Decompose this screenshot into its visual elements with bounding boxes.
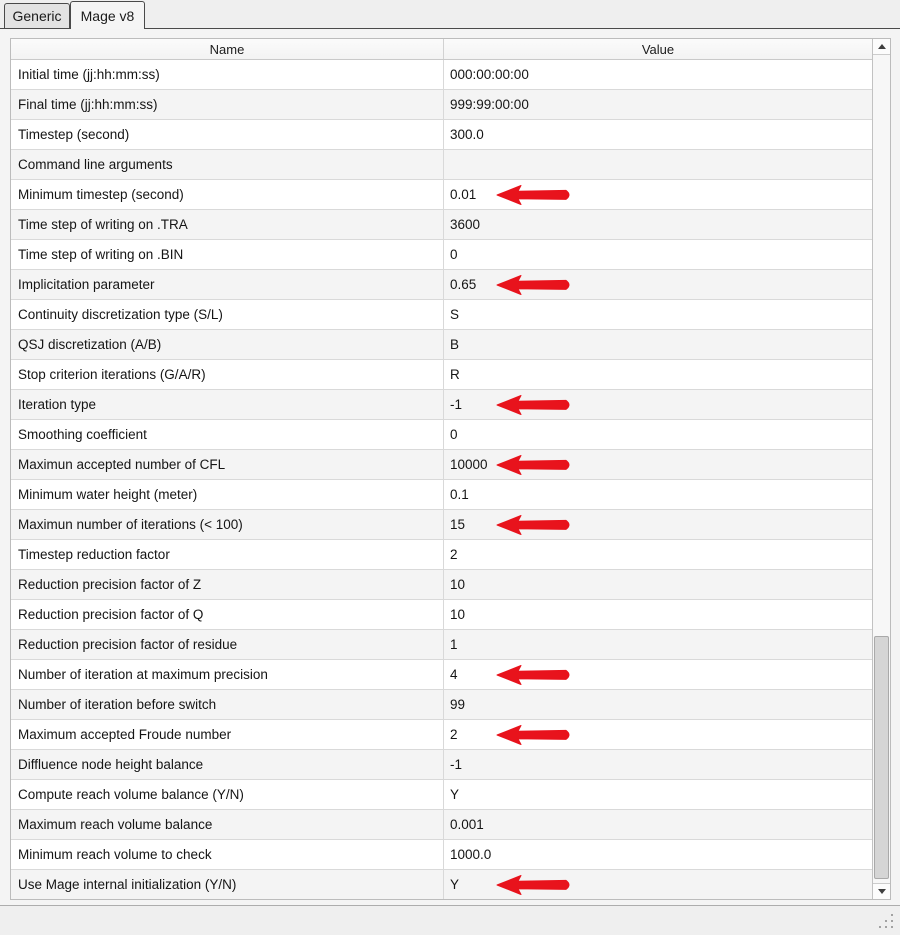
red-arrow-annotation-icon <box>496 664 574 686</box>
row-value-cell[interactable] <box>444 150 872 179</box>
red-arrow-annotation-icon <box>496 184 574 206</box>
row-name-cell[interactable]: Implicitation parameter <box>11 270 444 299</box>
row-value-cell[interactable] <box>444 360 872 389</box>
scroll-up-arrow-icon <box>878 44 886 49</box>
row-value-text: 0.1 <box>450 487 469 502</box>
table-row[interactable] <box>11 420 872 450</box>
row-value-cell[interactable] <box>444 180 872 209</box>
row-value-cell[interactable] <box>444 420 872 449</box>
row-value-text: 2 <box>450 547 458 562</box>
tab-generic-label: Generic <box>12 8 62 24</box>
row-value-text: Y <box>450 787 460 802</box>
row-value-cell[interactable] <box>444 270 872 299</box>
row-value-text: 99 <box>450 697 466 712</box>
row-name-cell[interactable]: Number of iteration at maximum precision <box>11 660 444 689</box>
row-value-text: 999:99:00:00 <box>450 97 529 112</box>
row-value-cell[interactable] <box>444 390 872 419</box>
table-row[interactable] <box>11 720 872 750</box>
vertical-scrollbar[interactable] <box>872 39 890 899</box>
red-arrow-annotation-icon <box>496 394 574 416</box>
tab-mage-v8-label: Mage v8 <box>80 7 135 24</box>
row-value-cell[interactable] <box>444 660 872 689</box>
row-name-cell[interactable]: Time step of writing on .BIN <box>11 240 444 269</box>
row-value-cell[interactable] <box>444 210 872 239</box>
table-row[interactable] <box>11 300 872 330</box>
red-arrow-annotation-icon <box>496 274 574 296</box>
scrollbar-thumb[interactable] <box>874 636 889 879</box>
row-value-cell[interactable] <box>444 630 872 659</box>
row-value-cell[interactable] <box>444 330 872 359</box>
row-value-cell[interactable] <box>444 240 872 269</box>
row-name-cell[interactable]: Compute reach volume balance (Y/N) <box>11 780 444 809</box>
table-row[interactable] <box>11 840 872 870</box>
row-name-cell[interactable]: Minimum reach volume to check <box>11 840 444 869</box>
row-name-cell[interactable]: Initial time (jj:hh:mm:ss) <box>11 60 444 89</box>
row-name-cell[interactable]: Iteration type <box>11 390 444 419</box>
row-name-cell[interactable]: Use Mage internal initialization (Y/N) <box>11 870 444 899</box>
table-row[interactable] <box>11 180 872 210</box>
row-value-text: -1 <box>450 757 463 772</box>
table-row[interactable] <box>11 270 872 300</box>
row-name-cell[interactable]: QSJ discretization (A/B) <box>11 330 444 359</box>
table-row[interactable] <box>11 780 872 810</box>
table-row[interactable] <box>11 60 872 90</box>
row-value-text: 300.0 <box>450 127 484 142</box>
row-value-cell[interactable] <box>444 300 872 329</box>
table-row[interactable] <box>11 240 872 270</box>
parameters-table-main <box>11 39 872 899</box>
row-value-cell[interactable] <box>444 810 872 839</box>
row-value-text: 000:00:00:00 <box>450 67 529 82</box>
row-value-cell[interactable] <box>444 720 872 749</box>
row-value-text: 15 <box>450 517 466 532</box>
row-name-cell[interactable]: Minimum water height (meter) <box>11 480 444 509</box>
row-value-text: 3600 <box>450 217 481 232</box>
tab-mage-v8[interactable] <box>70 1 145 29</box>
row-name-cell[interactable]: Maximun number of iterations (< 100) <box>11 510 444 539</box>
red-arrow-annotation-icon <box>496 724 574 746</box>
table-row[interactable] <box>11 660 872 690</box>
table-row[interactable] <box>11 90 872 120</box>
table-row[interactable] <box>11 600 872 630</box>
table-row[interactable] <box>11 120 872 150</box>
row-value-text: 10 <box>450 577 466 592</box>
scrollbar-down-button[interactable] <box>873 883 890 899</box>
row-value-text: 0 <box>450 247 458 262</box>
row-name-cell[interactable]: Minimum timestep (second) <box>11 180 444 209</box>
row-value-cell[interactable] <box>444 840 872 869</box>
table-row[interactable] <box>11 210 872 240</box>
row-value-text: 0.01 <box>450 187 477 202</box>
red-arrow-annotation-icon <box>496 454 574 476</box>
table-row[interactable] <box>11 480 872 510</box>
row-value-cell[interactable] <box>444 120 872 149</box>
row-name-cell[interactable]: Number of iteration before switch <box>11 690 444 719</box>
table-row[interactable] <box>11 750 872 780</box>
column-header-value[interactable]: Value <box>641 41 675 57</box>
table-header-row <box>11 39 872 60</box>
row-name-cell[interactable]: Stop criterion iterations (G/A/R) <box>11 360 444 389</box>
row-value-cell[interactable] <box>444 600 872 629</box>
row-value-text: 1 <box>450 637 458 652</box>
red-arrow-annotation-icon <box>496 514 574 536</box>
table-row[interactable] <box>11 450 872 480</box>
row-value-text: 10 <box>450 607 466 622</box>
row-value-cell[interactable] <box>444 780 872 809</box>
row-name-cell[interactable]: Command line arguments <box>11 150 444 179</box>
row-value-text: 10000 <box>450 457 488 472</box>
table-row[interactable] <box>11 870 872 899</box>
mage-v8-panel <box>0 28 900 906</box>
row-value-cell[interactable] <box>444 90 872 119</box>
parameters-table <box>10 38 891 900</box>
row-value-text: 1000.0 <box>450 847 492 862</box>
scroll-down-arrow-icon <box>878 889 886 894</box>
table-row[interactable] <box>11 510 872 540</box>
table-row[interactable] <box>11 390 872 420</box>
row-value-text: B <box>450 337 460 352</box>
row-value-text: R <box>450 367 460 382</box>
row-value-cell[interactable] <box>444 870 872 899</box>
row-name-cell[interactable]: Diffluence node height balance <box>11 750 444 779</box>
row-name-cell[interactable]: Maximun accepted number of CFL <box>11 450 444 479</box>
row-name-cell[interactable]: Timestep (second) <box>11 120 444 149</box>
row-value-cell[interactable] <box>444 480 872 509</box>
table-row[interactable] <box>11 810 872 840</box>
row-value-text: 4 <box>450 667 458 682</box>
row-value-cell[interactable] <box>444 540 872 569</box>
row-value-text: 2 <box>450 727 458 742</box>
row-name-cell[interactable]: Reduction precision factor of Q <box>11 600 444 629</box>
row-value-text: 0.001 <box>450 817 484 832</box>
row-value-cell[interactable] <box>444 510 872 539</box>
row-name-cell[interactable]: Reduction precision factor of Z <box>11 570 444 599</box>
row-value-cell[interactable] <box>444 690 872 719</box>
table-row[interactable] <box>11 570 872 600</box>
tab-generic[interactable] <box>4 3 70 28</box>
table-row[interactable] <box>11 360 872 390</box>
row-name-cell[interactable]: Timestep reduction factor <box>11 540 444 569</box>
row-name-cell[interactable]: Reduction precision factor of residue <box>11 630 444 659</box>
row-value-text: Y <box>450 877 460 892</box>
scrollbar-up-button[interactable] <box>873 39 890 55</box>
red-arrow-annotation-icon <box>496 874 574 896</box>
row-value-text: S <box>450 307 460 322</box>
row-name-cell[interactable]: Maximum reach volume balance <box>11 810 444 839</box>
row-value-cell[interactable] <box>444 60 872 89</box>
row-value-cell[interactable] <box>444 570 872 599</box>
row-value-text: 0 <box>450 427 458 442</box>
row-name-cell[interactable]: Maximum accepted Froude number <box>11 720 444 749</box>
column-header-name[interactable]: Name <box>11 39 444 59</box>
table-row[interactable] <box>11 630 872 660</box>
row-name-cell[interactable]: Time step of writing on .TRA <box>11 210 444 239</box>
row-name-cell[interactable]: Continuity discretization type (S/L) <box>11 300 444 329</box>
table-row[interactable] <box>11 150 872 180</box>
table-row[interactable] <box>11 540 872 570</box>
status-strip <box>0 906 900 935</box>
row-value-cell[interactable] <box>444 750 872 779</box>
table-row[interactable] <box>11 330 872 360</box>
row-value-text: 0.65 <box>450 277 477 292</box>
table-row[interactable] <box>11 690 872 720</box>
row-value-cell[interactable] <box>444 450 872 479</box>
resize-grip-icon[interactable] <box>876 911 896 931</box>
row-value-text: -1 <box>450 397 463 412</box>
table-body <box>11 60 872 899</box>
row-name-cell[interactable]: Smoothing coefficient <box>11 420 444 449</box>
row-name-cell[interactable]: Final time (jj:hh:mm:ss) <box>11 90 444 119</box>
